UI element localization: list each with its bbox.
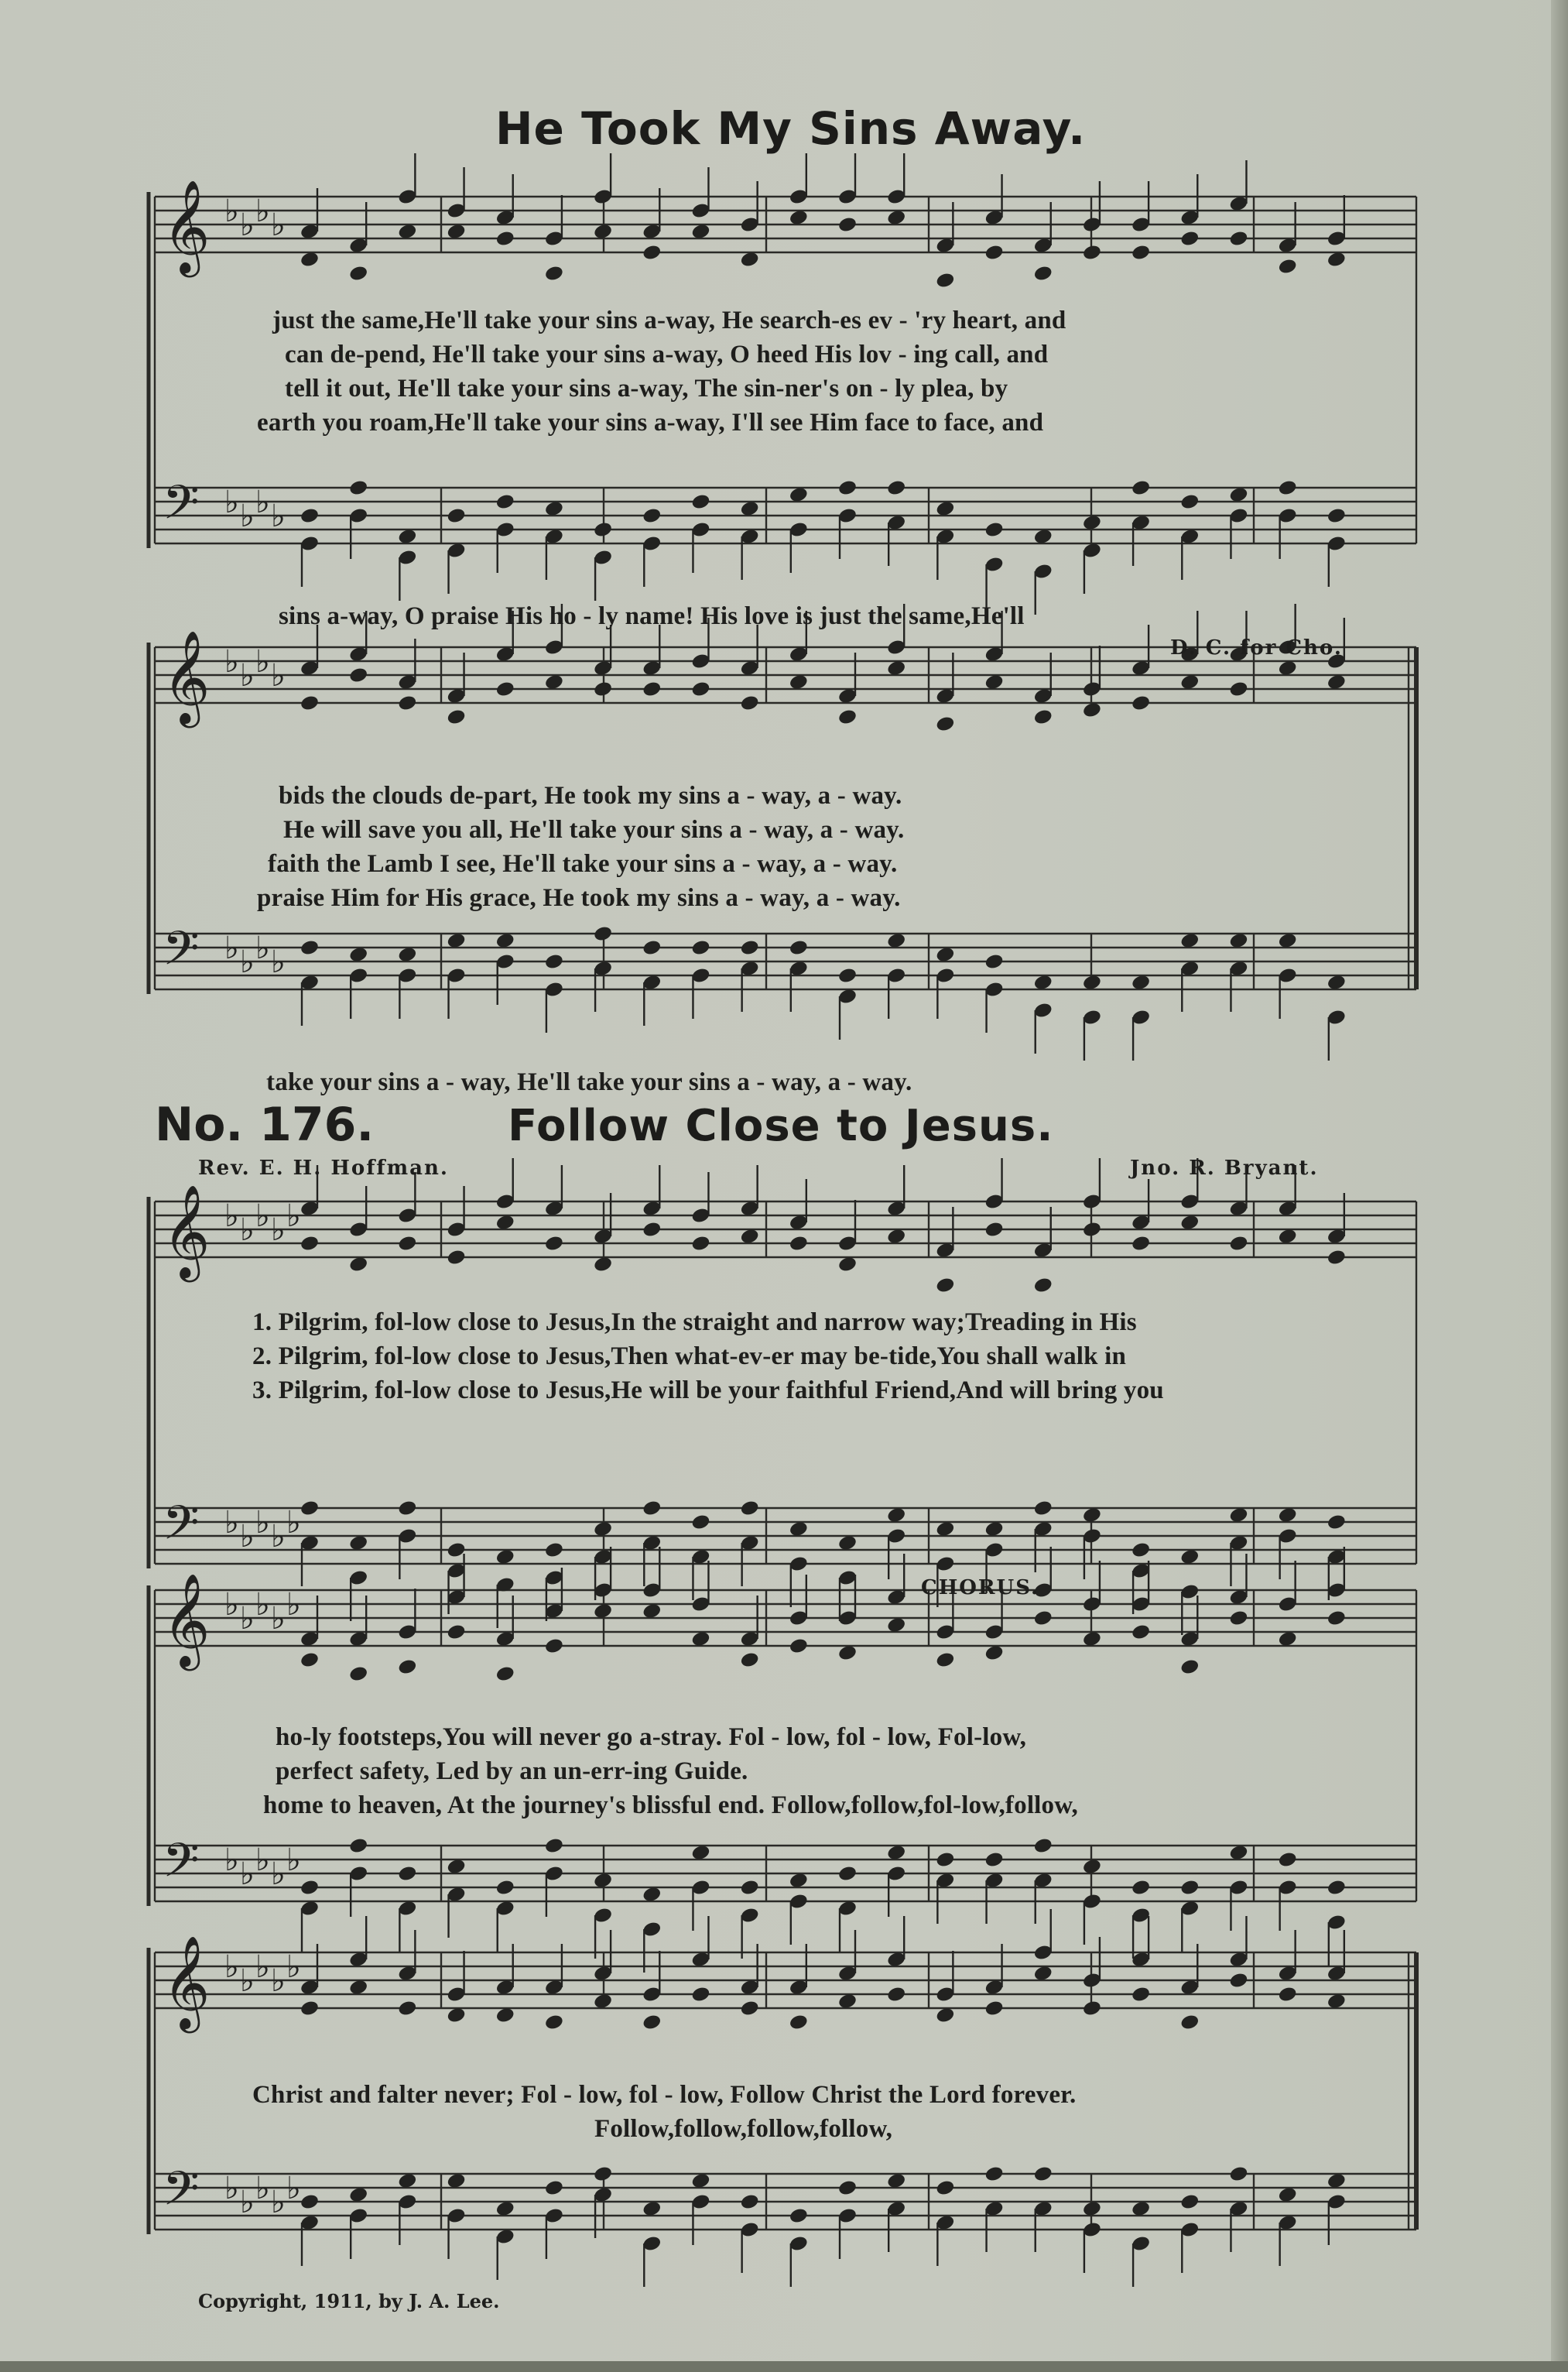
- note-head: [789, 939, 809, 957]
- note-head: [348, 265, 368, 283]
- lyric-line: ho-ly footsteps,You will never go a-stray. Fol - low, fol - low, Fol-low,: [276, 1723, 1027, 1751]
- lyric-line: earth you roam,He'll take your sins a-way, I'll see Him face to face, and: [257, 409, 1044, 437]
- note-head: [690, 1513, 710, 1531]
- note-head: [1278, 1986, 1298, 2004]
- note-head: [544, 953, 564, 971]
- flat-sign: ♭: [271, 1519, 286, 1554]
- note-head: [642, 2014, 662, 2031]
- flat-sign: ♭: [255, 931, 270, 966]
- lyric-line: can de-pend, He'll take your sins a-way, O heed His lov - ing call, and: [285, 341, 1049, 368]
- flat-sign: ♭: [240, 1519, 255, 1554]
- note-head: [495, 1665, 515, 1683]
- note-head: [789, 1637, 809, 1655]
- flat-sign: ♭: [224, 1587, 239, 1623]
- note-head: [593, 521, 613, 539]
- flat-sign: ♭: [286, 1505, 301, 1541]
- note-head: [1327, 1513, 1347, 1531]
- note-head: [886, 479, 906, 497]
- note-head: [446, 1623, 466, 1641]
- copyright-notice: Copyright, 1911, by J. A. Lee.: [198, 2290, 500, 2312]
- note-head: [642, 244, 662, 262]
- note-head: [984, 244, 1004, 262]
- flat-sign: ♭: [271, 1212, 286, 1248]
- note-head: [642, 939, 662, 957]
- note-head: [789, 2207, 809, 2225]
- note-head: [300, 507, 320, 525]
- note-head: [935, 1651, 955, 1669]
- note-head: [740, 1500, 760, 1517]
- note-head: [935, 272, 955, 290]
- bass-clef: 𝄢: [163, 475, 200, 542]
- flat-sign: ♭: [255, 1505, 270, 1541]
- flat-sign: ♭: [255, 1842, 270, 1878]
- note-head: [1228, 1609, 1248, 1627]
- treble-clef: 𝄞: [163, 179, 211, 273]
- lyric-line: 3. Pilgrim, fol-low close to Jesus,He will be your faithful Friend,And will bring you: [252, 1376, 1164, 1404]
- note-head: [1033, 708, 1053, 726]
- note-head: [1033, 1500, 1053, 1517]
- note-head: [300, 694, 320, 712]
- lyric-line: Christ and falter never; Fol - low, fol - low, Follow Christ the Lord forever.: [252, 2081, 1077, 2109]
- note-head: [495, 230, 515, 248]
- lyric-line: tell it out, He'll take your sins a-way, The sin-ner's on - ly plea, by: [285, 375, 1008, 403]
- lyric-line: bids the clouds de-part, He took my sins a - way, a - way.: [279, 782, 902, 810]
- flat-sign: ♭: [240, 207, 255, 243]
- note-head: [642, 507, 662, 525]
- note-head: [1131, 1541, 1151, 1559]
- note-head: [397, 694, 417, 712]
- note-head: [1278, 1851, 1298, 1869]
- flat-sign: ♭: [255, 1949, 270, 1985]
- hymn-number: No. 176.: [155, 1098, 375, 1152]
- note-head: [1033, 1609, 1053, 1627]
- note-head: [984, 1851, 1004, 1869]
- hymn-title-1: He Took My Sins Away.: [495, 102, 1087, 155]
- flat-sign: ♭: [224, 1949, 239, 1985]
- flat-sign: ♭: [255, 485, 270, 520]
- note-head: [1327, 1249, 1347, 1267]
- lyric-line: 2. Pilgrim, fol-low close to Jesus,Then what-ev-er may be-tide,You shall walk in: [252, 1342, 1127, 1370]
- note-head: [690, 939, 710, 957]
- flat-sign: ♭: [271, 1963, 286, 1999]
- note-head: [593, 680, 613, 698]
- flat-sign: ♭: [224, 1505, 239, 1541]
- note-head: [690, 1986, 710, 2004]
- note-head: [1228, 2165, 1248, 2183]
- flat-sign: ♭: [240, 944, 255, 980]
- flat-sign: ♭: [286, 1587, 301, 1623]
- note-head: [935, 1851, 955, 1869]
- note-head: [1327, 1879, 1347, 1897]
- note-head: [348, 1665, 368, 1683]
- bass-clef: 𝄢: [163, 1496, 200, 1562]
- note-head: [740, 939, 760, 957]
- note-head: [1179, 1658, 1200, 1676]
- note-head: [495, 680, 515, 698]
- note-head: [1131, 1986, 1151, 2004]
- note-head: [397, 1865, 417, 1883]
- note-head: [544, 2014, 564, 2031]
- flat-sign: ♭: [286, 1842, 301, 1878]
- note-head: [642, 680, 662, 698]
- note-head: [397, 1500, 417, 1517]
- note-head: [740, 694, 760, 712]
- flat-sign: ♭: [255, 2171, 270, 2206]
- note-head: [446, 708, 466, 726]
- note-head: [593, 925, 613, 943]
- flat-sign: ♭: [224, 485, 239, 520]
- note-head: [300, 2000, 320, 2017]
- note-head: [1327, 507, 1347, 525]
- flat-sign: ♭: [240, 499, 255, 534]
- treble-clef: 𝄞: [163, 629, 211, 724]
- flat-sign: ♭: [240, 1856, 255, 1892]
- note-head: [935, 1277, 955, 1294]
- flat-sign: ♭: [240, 1963, 255, 1999]
- note-head: [1179, 230, 1200, 248]
- note-head: [1228, 1972, 1248, 1990]
- note-head: [300, 1235, 320, 1253]
- note-head: [1179, 1879, 1200, 1897]
- bass-clef: 𝄢: [163, 2161, 200, 2228]
- note-head: [690, 493, 710, 511]
- note-head: [1131, 479, 1151, 497]
- note-head: [544, 1837, 564, 1855]
- lyric-line: 1. Pilgrim, fol-low close to Jesus,In the straight and narrow way;Treading in His: [252, 1308, 1137, 1336]
- note-head: [837, 708, 858, 726]
- flat-sign: ♭: [255, 1587, 270, 1623]
- note-head: [1179, 493, 1200, 511]
- note-head: [837, 967, 858, 985]
- note-head: [837, 479, 858, 497]
- note-head: [789, 1235, 809, 1253]
- treble-clef: 𝄞: [163, 1572, 211, 1667]
- note-head: [740, 2193, 760, 2211]
- note-head: [300, 1500, 320, 1517]
- note-head: [886, 1986, 906, 2004]
- note-head: [300, 1879, 320, 1897]
- note-head: [1082, 2000, 1102, 2017]
- note-head: [544, 265, 564, 283]
- note-head: [837, 2179, 858, 2197]
- note-head: [984, 953, 1004, 971]
- note-head: [544, 2179, 564, 2197]
- note-head: [300, 1651, 320, 1669]
- note-head: [690, 680, 710, 698]
- note-head: [984, 2000, 1004, 2017]
- note-head: [1327, 1609, 1347, 1627]
- note-head: [1228, 230, 1248, 248]
- flat-sign: ♭: [224, 1842, 239, 1878]
- note-head: [446, 1249, 466, 1267]
- note-head: [348, 667, 368, 684]
- lyric-line: home to heaven, At the journey's blissful end. Follow,follow,fol-low,follow,: [263, 1791, 1078, 1819]
- flat-sign: ♭: [286, 2171, 301, 2206]
- note-head: [1228, 680, 1248, 698]
- flat-sign: ♭: [271, 944, 286, 980]
- note-head: [1131, 1235, 1151, 1253]
- note-head: [544, 1541, 564, 1559]
- flat-sign: ♭: [224, 194, 239, 229]
- flat-sign: ♭: [224, 1198, 239, 1234]
- note-head: [1082, 244, 1102, 262]
- note-head: [1033, 2165, 1053, 2183]
- note-head: [1131, 1879, 1151, 1897]
- note-head: [446, 507, 466, 525]
- note-head: [1033, 1837, 1053, 1855]
- flat-sign: ♭: [286, 1949, 301, 1985]
- flat-sign: ♭: [271, 207, 286, 243]
- lyric-line: take your sins a - way, He'll take your sins a - way, a - way.: [266, 1068, 912, 1096]
- flat-sign: ♭: [255, 1198, 270, 1234]
- note-head: [300, 2193, 320, 2211]
- note-head: [984, 521, 1004, 539]
- flat-sign: ♭: [286, 1198, 301, 1234]
- lyric-line: Follow,follow,follow,follow,: [594, 2115, 893, 2143]
- note-head: [935, 715, 955, 733]
- lyric-line: praise Him for His grace, He took my sins a - way, a - way.: [257, 884, 901, 912]
- chorus-mark: CHORUS.: [921, 1576, 1040, 1599]
- flat-sign: ♭: [255, 644, 270, 680]
- note-head: [984, 1221, 1004, 1239]
- flat-sign: ♭: [224, 931, 239, 966]
- note-head: [690, 1235, 710, 1253]
- composer-credit: Jno. R. Bryant.: [1130, 1157, 1319, 1180]
- note-head: [837, 1865, 858, 1883]
- note-head: [397, 1658, 417, 1676]
- note-head: [544, 1235, 564, 1253]
- note-head: [1278, 258, 1298, 276]
- note-head: [1131, 244, 1151, 262]
- note-head: [593, 2165, 613, 2183]
- lyric-line: faith the Lamb I see, He'll take your sins a - way, a - way.: [268, 850, 898, 878]
- note-head: [1278, 479, 1298, 497]
- flat-sign: ♭: [240, 2185, 255, 2220]
- bass-clef: 𝄢: [163, 921, 200, 988]
- flat-sign: ♭: [224, 2171, 239, 2206]
- note-head: [495, 1879, 515, 1897]
- note-head: [740, 1879, 760, 1897]
- dc-mark: D. C. for Cho.: [1170, 636, 1343, 660]
- note-head: [740, 1651, 760, 1669]
- note-head: [300, 939, 320, 957]
- note-head: [1131, 1623, 1151, 1641]
- flat-sign: ♭: [271, 1601, 286, 1637]
- lyric-line: He will save you all, He'll take your sins a - way, a - way.: [283, 816, 905, 844]
- note-head: [1082, 1221, 1102, 1239]
- note-head: [789, 2014, 809, 2031]
- note-head: [495, 493, 515, 511]
- flat-sign: ♭: [271, 499, 286, 534]
- note-head: [837, 216, 858, 234]
- note-head: [1228, 1235, 1248, 1253]
- note-head: [984, 2165, 1004, 2183]
- flat-sign: ♭: [255, 194, 270, 229]
- flat-sign: ♭: [271, 2185, 286, 2220]
- note-head: [1179, 2193, 1200, 2211]
- note-head: [642, 1500, 662, 1517]
- note-head: [1179, 2014, 1200, 2031]
- flat-sign: ♭: [271, 658, 286, 694]
- flat-sign: ♭: [240, 658, 255, 694]
- note-head: [642, 1221, 662, 1239]
- note-head: [740, 2000, 760, 2017]
- note-head: [1033, 265, 1053, 283]
- treble-clef: 𝄞: [163, 1935, 211, 2029]
- treble-clef: 𝄞: [163, 1184, 211, 1278]
- flat-sign: ♭: [224, 644, 239, 680]
- hymn-title-2: Follow Close to Jesus.: [508, 1101, 1054, 1151]
- note-head: [348, 1837, 368, 1855]
- lyric-line: just the same,He'll take your sins a-way, He search-es ev - 'ry heart, and: [272, 307, 1066, 334]
- flat-sign: ♭: [240, 1212, 255, 1248]
- lyric-line: sins a-way, O praise His ho - ly name! His love is just the same,He'll: [279, 602, 1025, 630]
- flat-sign: ♭: [271, 1856, 286, 1892]
- note-head: [544, 1637, 564, 1655]
- note-head: [1131, 694, 1151, 712]
- bass-clef: 𝄢: [163, 1833, 200, 1900]
- note-head: [397, 1235, 417, 1253]
- note-head: [348, 479, 368, 497]
- note-head: [935, 2179, 955, 2197]
- flat-sign: ♭: [240, 1601, 255, 1637]
- note-head: [397, 2000, 417, 2017]
- note-head: [1033, 1277, 1053, 1294]
- lyric-line: perfect safety, Led by an un-err-ing Guide.: [276, 1757, 748, 1785]
- lyricist-credit: Rev. E. H. Hoffman.: [198, 1157, 449, 1180]
